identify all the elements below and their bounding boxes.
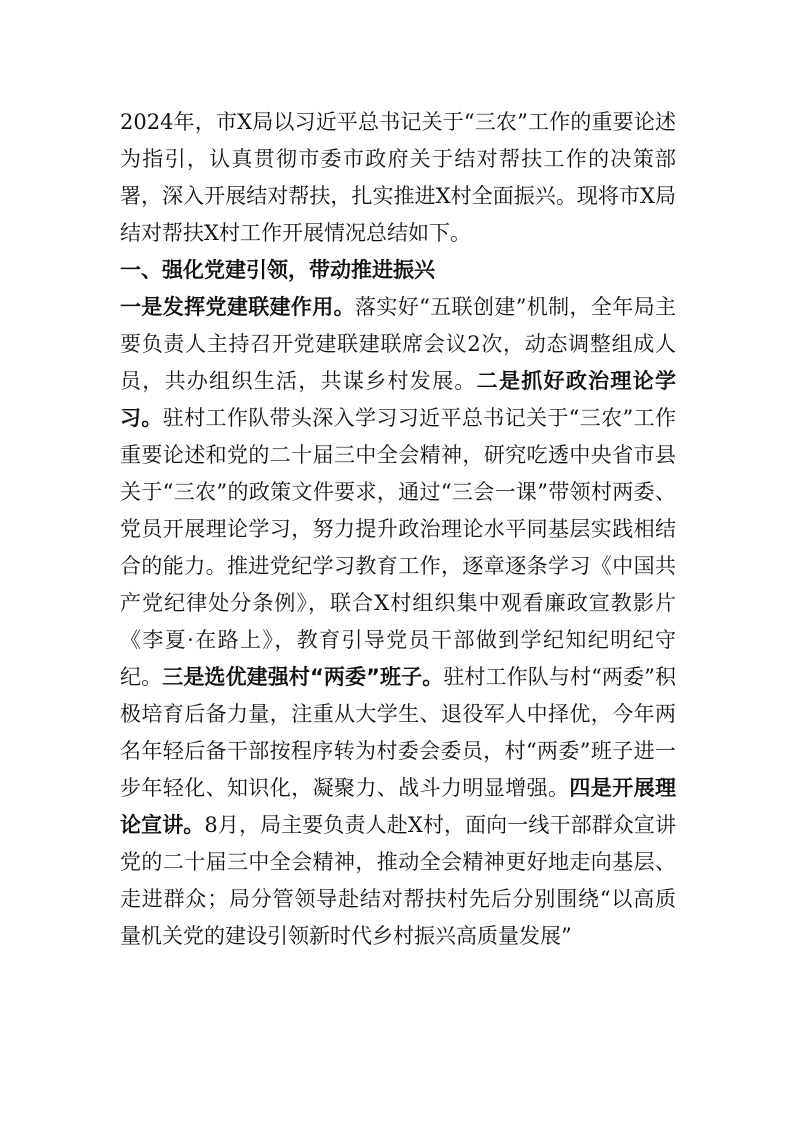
- item-title-4: 四是开展理论宣讲。: [120, 776, 677, 837]
- item-body-3: 驻村工作队与村“两委”积极培育后备力量，注重从大学生、退役军人中择优，今年两名年轻后备干部按程序转为村委会委员，村“两委”班子进一步年轻化、知识化，凝聚力、战斗力明显增强。: [120, 665, 676, 800]
- item-body-2: 驻村工作队带头深入学习习近平总书记关于“三农”工作重要论述和党的二十届三中全会精神，研究吃透中央省市县关于“三农”的政策文件要求，通过“三会一课”带领村两委、党员开展理论学习，努力提升政治理论水平同基层实践相结合的能力。推进党纪学习教育工作，逐章逐条学习《中国共产党纪律处分条例》，联合X村组织集中观看廉政宣教影片《李夏·在路上》，教育引导党员干部做到学纪知纪明纪守纪。: [120, 406, 676, 689]
- section-paragraph: [120, 289, 676, 955]
- intro-paragraph: 2024年，市X局以习近平总书记关于“三农”工作的重要论述为指引，认真贯彻市委市政府关于结对帮扶工作的决策部署，深入开展结对帮扶，扎实推进X村全面振兴。现将市X局结对帮扶X村工作开展情况总结如下。: [120, 110, 676, 245]
- section-heading: 一、强化党建引领，带动推进振兴: [120, 258, 435, 282]
- document-body: [120, 104, 676, 955]
- item-title-1: 一是发挥党建联建作用。: [120, 295, 356, 319]
- item-body-4: 8月，局主要负责人赴X村，面向一线干部群众宣讲党的二十届三中全会精神，推动全会精神更好地走向基层、走进群众；局分管领导赴结对帮扶村先后分别围绕“以高质量机关党的建设引领新时代乡村振兴高质量发展”: [120, 813, 677, 948]
- item-title-3: 三是选优建强村“两委”班子。: [162, 665, 444, 689]
- item-body-1: 落实好“五联创建”机制，全年局主要负责人主持召开党建联建联席会议2次，动态调整组成人员，共办组织生活，共谋乡村发展。: [120, 295, 676, 393]
- item-title-2: 二是抓好政治理论学习。: [120, 369, 677, 430]
